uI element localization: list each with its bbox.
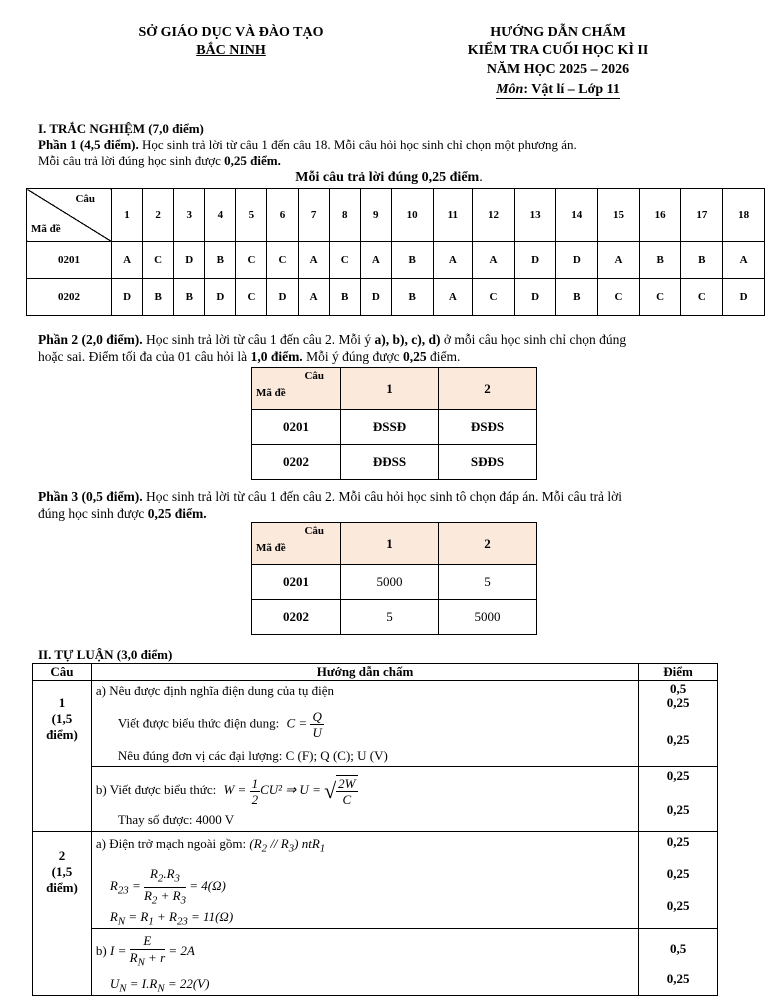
row-code: 0202 — [252, 600, 341, 635]
row-code: 0201 — [252, 410, 341, 445]
row-code: 0202 — [27, 279, 112, 316]
question-points: (1,5 — [51, 864, 73, 879]
answer-cell: C — [143, 242, 174, 279]
essay-marking-table — [32, 663, 718, 996]
q1a-scores — [639, 681, 718, 767]
answer-cell: A — [598, 242, 640, 279]
score: 0,25 — [666, 732, 690, 747]
table-row — [27, 242, 765, 279]
part2-line2a: hoặc sai. Điểm tối đa của 01 câu hỏi là — [38, 349, 251, 364]
answer-cell: C — [639, 279, 681, 316]
answer-cell: D — [514, 279, 556, 316]
part2-line2c: Mỗi ý đúng được — [302, 349, 404, 364]
answer-cell: A — [112, 242, 143, 279]
table1-caption-text: Mỗi câu trả lời đúng 0,25 điểm — [295, 170, 480, 185]
question-points-unit: điểm) — [46, 880, 78, 895]
corner-cell — [27, 189, 112, 242]
circuit-formula: $(R_2 // R_3)$ ntR$_1$ — [249, 836, 326, 855]
q2b-prefix: b) — [95, 942, 107, 958]
answer-cell: B — [143, 279, 174, 316]
province-name — [100, 42, 362, 60]
subject-value: : Vật lí – Lớp 11 — [523, 82, 620, 97]
answer-cell: 5 — [439, 565, 537, 600]
column-header: 12 — [473, 189, 515, 242]
part2-answer-table — [251, 367, 537, 480]
column-header: Điểm — [639, 664, 718, 681]
table-row — [252, 600, 537, 635]
province-text: BẮC NINH — [196, 43, 266, 58]
table-row — [252, 445, 537, 480]
corner-bottom-label: Mã đề — [256, 387, 286, 399]
q1a-formula-prefix: Viết được biểu thức điện dung: — [117, 715, 280, 731]
part3-answer-table — [251, 522, 537, 635]
part2-line2b: 1,0 điểm. — [250, 349, 303, 364]
corner-cell — [252, 368, 341, 410]
answer-cell: C — [473, 279, 515, 316]
column-header: Hướng dẫn chấm — [91, 664, 638, 681]
q2a-line — [96, 836, 325, 855]
answer-cell: A — [433, 242, 473, 279]
column-header: 1 — [341, 523, 439, 565]
answer-cell: C — [236, 279, 267, 316]
answer-cell: A — [723, 242, 765, 279]
part1-text: Học sinh trả lời từ câu 1 đến câu 18. Mỗi câu hỏi học sinh chỉ chọn một phương án. — [138, 137, 577, 152]
score: 0,25 — [666, 971, 690, 986]
q1a-formula-line — [118, 709, 324, 740]
column-header: 9 — [360, 189, 391, 242]
column-header: 2 — [143, 189, 174, 242]
table1-caption — [0, 170, 778, 186]
answer-cell: D — [267, 279, 298, 316]
part1-label: Phần 1 (4,5 điểm). — [38, 137, 139, 152]
answer-cell: D — [723, 279, 765, 316]
q2a-guide — [91, 832, 638, 929]
subject-label: Môn — [496, 82, 524, 97]
answer-cell: A — [473, 242, 515, 279]
answer-cell: D — [205, 279, 236, 316]
answer-cell: 5000 — [341, 565, 439, 600]
part2-intro-line2 — [38, 349, 460, 365]
table-header-row — [27, 189, 765, 242]
column-header: 1 — [341, 368, 439, 410]
voltage-formula: $U_N = I.R_N = 22(V)$ — [109, 976, 210, 995]
question-number: 1 — [58, 695, 66, 710]
answer-cell: B — [556, 279, 598, 316]
column-header: 13 — [514, 189, 556, 242]
part2-intro — [38, 332, 626, 348]
column-header: 6 — [267, 189, 298, 242]
column-header: 17 — [681, 189, 723, 242]
q1b-guide — [91, 767, 638, 832]
score: 0,25 — [666, 834, 690, 849]
answer-cell: A — [433, 279, 473, 316]
table1-caption-dot: . — [479, 170, 483, 185]
column-header: 3 — [174, 189, 205, 242]
part1-intro — [38, 137, 577, 153]
q1a-text: a) Nêu được định nghĩa điện dung của tụ điện — [95, 683, 335, 698]
table-row — [252, 565, 537, 600]
column-header: 1 — [112, 189, 143, 242]
column-header: 2 — [439, 523, 537, 565]
answer-cell: B — [205, 242, 236, 279]
answer-cell: B — [391, 242, 433, 279]
answer-cell: C — [329, 242, 360, 279]
column-header: Câu — [33, 664, 92, 681]
answer-cell: A — [298, 279, 329, 316]
q2b-guide — [91, 929, 638, 996]
table-row — [33, 929, 718, 996]
part3-line2b: 0,25 điểm. — [147, 506, 207, 521]
part1-line2-bold: 0,25 điểm. — [224, 153, 281, 168]
subject-line — [420, 81, 696, 99]
part3-line2a: đúng học sinh được — [38, 506, 148, 521]
answer-cell: ĐSSĐ — [341, 410, 439, 445]
score: 0,5 — [669, 941, 687, 956]
section2-title: II. TỰ LUẬN (3,0 điểm) — [38, 647, 173, 662]
column-header: 10 — [391, 189, 433, 242]
rn-formula: $R_N = R_1 + R_{23} = 11(\Omega)$ — [109, 909, 234, 928]
score: 0,5 — [669, 681, 687, 696]
column-header: 4 — [205, 189, 236, 242]
part2-text1: Học sinh trả lời từ câu 1 đến câu 2. Mỗi ý — [142, 332, 375, 347]
corner-bottom-label: Mã đề — [31, 223, 61, 235]
answer-cell: C — [267, 242, 298, 279]
answer-cell: B — [329, 279, 360, 316]
answer-cell: B — [174, 279, 205, 316]
part1-line2-text: Mỗi câu trả lời đúng học sinh được — [38, 153, 225, 168]
part2-line2d: 0,25 — [403, 349, 427, 364]
question-number: 2 — [58, 848, 66, 863]
question-points: (1,5 — [51, 711, 73, 726]
table-header-row — [252, 523, 537, 565]
department-name: SỞ GIÁO DỤC VÀ ĐÀO TẠO — [138, 25, 324, 40]
section1-title: I. TRẮC NGHIỆM (7,0 điểm) — [38, 121, 204, 136]
part2-bold2: a), b), c), d) — [374, 332, 441, 347]
column-header: 15 — [598, 189, 640, 242]
corner-top-label: Câu — [304, 525, 324, 537]
score: 0,25 — [666, 768, 690, 783]
answer-cell: B — [391, 279, 433, 316]
q1a-guide — [91, 681, 638, 767]
part3-label: Phần 3 (0,5 điểm). — [38, 489, 143, 504]
answer-cell: 5000 — [439, 600, 537, 635]
q2b-scores — [639, 929, 718, 996]
column-header: 18 — [723, 189, 765, 242]
answer-cell: 5 — [341, 600, 439, 635]
answer-cell: C — [236, 242, 267, 279]
part2-line2e: điểm. — [426, 349, 461, 364]
q2a-text: a) Điện trở mạch ngoài gồm: — [95, 836, 247, 851]
current-formula: b) I = $\frac{E}{R_N + r}$ = 2A — [95, 933, 195, 969]
table-row — [252, 410, 537, 445]
answer-cell: D — [360, 279, 391, 316]
table-row — [33, 832, 718, 929]
doc-title: HƯỚNG DẪN CHẤM — [490, 25, 626, 40]
table-row — [33, 681, 718, 767]
answer-cell: ĐĐSS — [341, 445, 439, 480]
score: 0,25 — [666, 802, 690, 817]
part2-text2: ở mỗi câu học sinh chỉ chọn đúng — [440, 332, 627, 347]
column-header: 5 — [236, 189, 267, 242]
part1-answer-table — [26, 188, 765, 316]
q1b-formula-line — [96, 775, 358, 807]
question-1-cell — [33, 681, 92, 832]
score: 0,25 — [666, 695, 690, 710]
part3-intro — [38, 489, 622, 505]
answer-cell: SĐĐS — [439, 445, 537, 480]
corner-bottom-label: Mã đề — [256, 542, 286, 554]
answer-cell: A — [360, 242, 391, 279]
score: 0,25 — [666, 866, 690, 881]
answer-cell: B — [639, 242, 681, 279]
answer-cell: D — [174, 242, 205, 279]
corner-top-label: Câu — [75, 193, 95, 205]
score: 0,25 — [666, 898, 690, 913]
answer-cell: C — [598, 279, 640, 316]
energy-formula: W = $\frac{1}{2}$ CU² ⇒ U = √ $\frac{2W}{C}$ — [223, 775, 356, 807]
answer-cell: D — [556, 242, 598, 279]
part3-text1: Học sinh trả lời từ câu 1 đến câu 2. Mỗi câu hỏi học sinh tô chọn đáp án. Mỗi câu trả lời — [142, 489, 622, 504]
table-header-row — [252, 368, 537, 410]
school-year: NĂM HỌC 2025 – 2026 — [486, 62, 630, 77]
answer-cell: D — [514, 242, 556, 279]
column-header: 7 — [298, 189, 329, 242]
capacitance-formula: C = $\frac{Q}{U}$ — [286, 709, 322, 740]
column-header: 8 — [329, 189, 360, 242]
answer-cell: C — [681, 279, 723, 316]
part1-intro-line2 — [38, 153, 281, 169]
corner-cell — [252, 523, 341, 565]
corner-top-label: Câu — [304, 370, 324, 382]
subject-underline — [496, 82, 620, 99]
part2-label: Phần 2 (2,0 điểm). — [38, 332, 143, 347]
table-row — [27, 279, 765, 316]
q2a-scores — [639, 832, 718, 929]
q1b-scores — [639, 767, 718, 832]
answer-cell: A — [298, 242, 329, 279]
row-code: 0201 — [27, 242, 112, 279]
row-code: 0202 — [252, 445, 341, 480]
q1b-substitution: Thay số được: 4000 V — [117, 812, 235, 827]
question-2-cell — [33, 832, 92, 996]
row-code: 0201 — [252, 565, 341, 600]
answer-cell: ĐSĐS — [439, 410, 537, 445]
answer-cell: B — [681, 242, 723, 279]
part3-intro-line2 — [38, 506, 207, 522]
q1a-units: Nêu đúng đơn vị các đại lượng: C (F); Q (C); U (V) — [117, 748, 388, 763]
question-points-unit: điểm) — [46, 727, 78, 742]
exam-name: KIỂM TRA CUỐI HỌC KÌ II — [467, 43, 649, 58]
answer-cell: D — [112, 279, 143, 316]
r23-formula: $R_{23}$ = $\frac{R_2.R_3}{R_2 + R_3}$ = 4(Ω) — [109, 866, 226, 907]
column-header: 2 — [439, 368, 537, 410]
q1b-text: b) Viết được biểu thức: — [95, 781, 217, 797]
column-header: 16 — [639, 189, 681, 242]
column-header: 11 — [433, 189, 473, 242]
table-row — [33, 767, 718, 832]
column-header: 14 — [556, 189, 598, 242]
table-header-row — [33, 664, 718, 681]
